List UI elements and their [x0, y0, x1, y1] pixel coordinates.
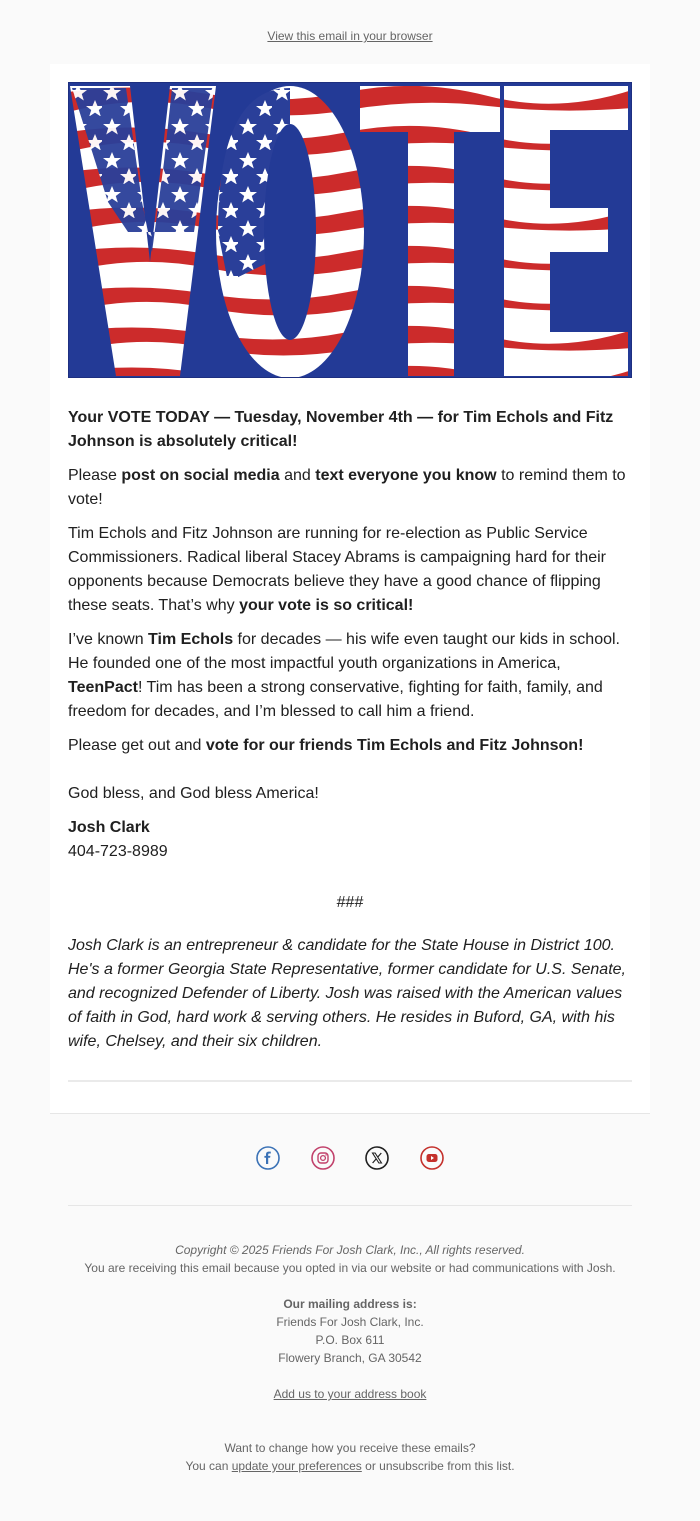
signer-phone: 404-723-8989 [68, 843, 168, 860]
card-bottom-border [50, 1113, 650, 1114]
email-body [68, 406, 632, 864]
youtube-icon[interactable] [420, 1146, 444, 1170]
signer-name: Josh Clark [68, 819, 150, 836]
address-line-2: P.O. Box 611 [315, 1333, 385, 1347]
social-paragraph: Please post on social media and text everyone you know to remind them to vote! [68, 467, 626, 508]
endorsement-paragraph: I’ve known Tim Echols for decades — his wife even taught our kids in school. He founded one of the most impactful youth organizations in America, TeenPact! Tim has been a strong conservative, fighting for faith, family, and freedom for decades, and I’m blessed to call him a friend. [68, 631, 620, 720]
x-icon[interactable] [365, 1146, 389, 1170]
mailing-address-heading: Our mailing address is: [283, 1297, 417, 1311]
candidates-paragraph: Tim Echols and Fitz Johnson are running for re-election as Public Service Commissioners. Radical liberal Stacey Abrams is campaigning hard for their opponents because Democrats believe they have a good chance of flipping these seats. That’s why your vote is so critical! [68, 525, 606, 614]
social-links [0, 1146, 700, 1170]
preheader [0, 0, 700, 64]
preferences-line: You can update your preferences or unsubscribe from this list. [185, 1459, 515, 1473]
vote-flag-hero-image [68, 82, 632, 378]
headline-paragraph: Your VOTE TODAY — Tuesday, November 4th — for Tim Echols and Fitz Johnson is absolutely critical! [68, 409, 614, 450]
change-emails-prompt: Want to change how you receive these emails? [224, 1441, 476, 1455]
facebook-icon[interactable] [256, 1146, 280, 1170]
opt-in-reason: You are receiving this email because you opted in via our website or had communications with Josh. [84, 1261, 616, 1275]
copyright-text: Copyright © 2025 Friends For Josh Clark, Inc., All rights reserved. [175, 1243, 525, 1257]
instagram-icon[interactable] [311, 1146, 335, 1170]
closing-line: God bless, and God bless America! [68, 785, 319, 802]
author-bio: Josh Clark is an entrepreneur & candidate for the State House in District 100. He's a former Georgia State Representative, former candidate for U.S. Senate, and recognized Defender of Liberty. Josh was raised with the American values of faith in God, hard work & serving others. He resides in Buford, GA, with his wife, Chelsey, and their six children. [68, 937, 626, 1050]
add-to-address-book-link[interactable]: Add us to your address book [273, 1387, 427, 1401]
content-divider [68, 1080, 632, 1082]
address-line-3: Flowery Branch, GA 30542 [278, 1351, 422, 1365]
separator: ### [336, 894, 364, 911]
footer [0, 1241, 700, 1475]
view-in-browser-link[interactable]: View this email in your browser [267, 29, 433, 43]
update-preferences-link[interactable]: update your preferences [231, 1459, 362, 1473]
footer-divider [68, 1205, 632, 1206]
call-to-action-paragraph: Please get out and vote for our friends Tim Echols and Fitz Johnson! [68, 737, 584, 754]
address-line-1: Friends For Josh Clark, Inc. [276, 1315, 424, 1329]
email-card [50, 64, 650, 1113]
